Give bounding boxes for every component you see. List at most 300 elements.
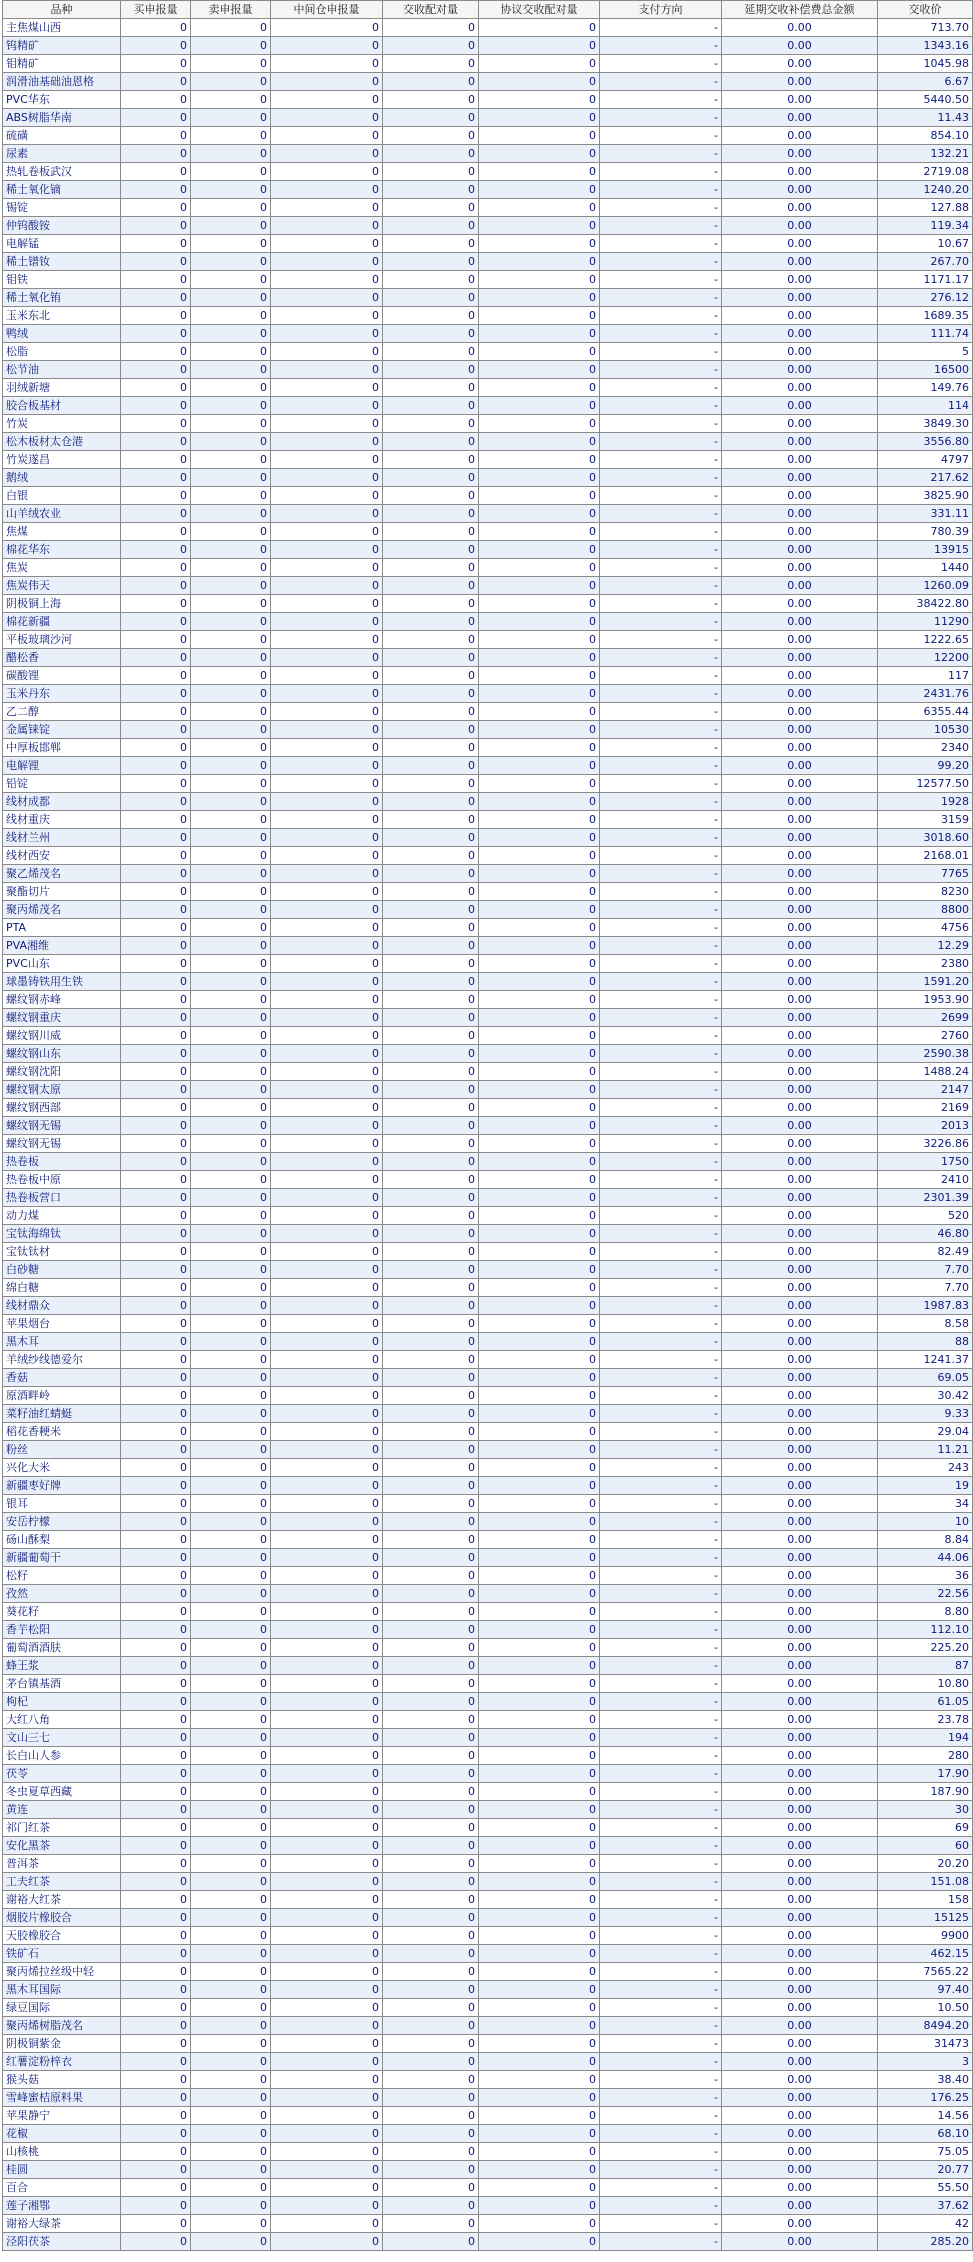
sell-declared-cell: 0 xyxy=(191,1189,271,1207)
table-row[interactable] xyxy=(3,73,973,91)
table-row[interactable] xyxy=(3,2215,973,2233)
payment-direction-cell: - xyxy=(600,1369,722,1387)
variety-cell: 砀山酥梨 xyxy=(3,1531,121,1549)
table-row[interactable] xyxy=(3,757,973,775)
header-sell-declared[interactable]: 卖申报量 xyxy=(191,1,271,19)
agreement-matched-cell: 0 xyxy=(479,73,600,91)
intermediate-declared-cell: 0 xyxy=(271,1459,383,1477)
table-row[interactable] xyxy=(3,397,973,415)
intermediate-declared-cell: 0 xyxy=(271,1873,383,1891)
delivery-matched-cell: 0 xyxy=(383,1531,479,1549)
table-row[interactable] xyxy=(3,1549,973,1567)
buy-declared-cell: 0 xyxy=(121,937,191,955)
table-row[interactable] xyxy=(3,865,973,883)
deferred-compensation-cell: 0.00 xyxy=(722,1747,878,1765)
buy-declared-cell: 0 xyxy=(121,1513,191,1531)
delivery-matched-cell: 0 xyxy=(383,19,479,37)
sell-declared-cell: 0 xyxy=(191,919,271,937)
deferred-compensation-cell: 0.00 xyxy=(722,1963,878,1981)
agreement-matched-cell: 0 xyxy=(479,217,600,235)
sell-declared-cell: 0 xyxy=(191,469,271,487)
buy-declared-cell: 0 xyxy=(121,739,191,757)
delivery-price-cell: 225.20 xyxy=(878,1639,973,1657)
deferred-compensation-cell: 0.00 xyxy=(722,1657,878,1675)
intermediate-declared-cell: 0 xyxy=(271,1657,383,1675)
deferred-compensation-cell: 0.00 xyxy=(722,487,878,505)
table-row[interactable] xyxy=(3,1117,973,1135)
variety-cell: 稻花香粳米 xyxy=(3,1423,121,1441)
table-row[interactable] xyxy=(3,1837,973,1855)
delivery-matched-cell: 0 xyxy=(383,1315,479,1333)
table-row[interactable] xyxy=(3,1891,973,1909)
buy-declared-cell: 0 xyxy=(121,1693,191,1711)
variety-cell: PVA湘维 xyxy=(3,937,121,955)
payment-direction-cell: - xyxy=(600,955,722,973)
table-row[interactable] xyxy=(3,631,973,649)
sell-declared-cell: 0 xyxy=(191,1135,271,1153)
sell-declared-cell: 0 xyxy=(191,2053,271,2071)
sell-declared-cell: 0 xyxy=(191,217,271,235)
agreement-matched-cell: 0 xyxy=(479,1603,600,1621)
sell-declared-cell: 0 xyxy=(191,1819,271,1837)
variety-cell: 绵白糖 xyxy=(3,1279,121,1297)
table-row[interactable] xyxy=(3,469,973,487)
buy-declared-cell: 0 xyxy=(121,901,191,919)
table-row[interactable] xyxy=(3,1603,973,1621)
buy-declared-cell: 0 xyxy=(121,1315,191,1333)
intermediate-declared-cell: 0 xyxy=(271,721,383,739)
buy-declared-cell: 0 xyxy=(121,2143,191,2161)
sell-declared-cell: 0 xyxy=(191,1909,271,1927)
agreement-matched-cell: 0 xyxy=(479,1765,600,1783)
payment-direction-cell: - xyxy=(600,631,722,649)
agreement-matched-cell: 0 xyxy=(479,1027,600,1045)
agreement-matched-cell: 0 xyxy=(479,1063,600,1081)
table-row[interactable] xyxy=(3,613,973,631)
header-payment-direction[interactable]: 支付方向 xyxy=(600,1,722,19)
delivery-price-cell: 1750 xyxy=(878,1153,973,1171)
delivery-matched-cell: 0 xyxy=(383,217,479,235)
table-row[interactable] xyxy=(3,1261,973,1279)
table-row[interactable] xyxy=(3,1171,973,1189)
agreement-matched-cell: 0 xyxy=(479,847,600,865)
table-row[interactable] xyxy=(3,1333,973,1351)
table-row[interactable] xyxy=(3,181,973,199)
buy-declared-cell: 0 xyxy=(121,433,191,451)
deferred-compensation-cell: 0.00 xyxy=(722,325,878,343)
agreement-matched-cell: 0 xyxy=(479,1801,600,1819)
variety-cell: 热卷板 xyxy=(3,1153,121,1171)
deferred-compensation-cell: 0.00 xyxy=(722,2161,878,2179)
intermediate-declared-cell: 0 xyxy=(271,343,383,361)
table-row[interactable] xyxy=(3,1999,973,2017)
table-row[interactable] xyxy=(3,1225,973,1243)
table-row[interactable] xyxy=(3,1693,973,1711)
table-row[interactable] xyxy=(3,19,973,37)
table-row[interactable] xyxy=(3,937,973,955)
payment-direction-cell: - xyxy=(600,721,722,739)
intermediate-declared-cell: 0 xyxy=(271,973,383,991)
table-row[interactable] xyxy=(3,1639,973,1657)
deferred-compensation-cell: 0.00 xyxy=(722,1945,878,1963)
delivery-price-cell: 11.21 xyxy=(878,1441,973,1459)
delivery-price-cell: 46.80 xyxy=(878,1225,973,1243)
buy-declared-cell: 0 xyxy=(121,487,191,505)
buy-declared-cell: 0 xyxy=(121,2035,191,2053)
table-row[interactable] xyxy=(3,847,973,865)
header-intermediate-declared[interactable]: 中间仓申报量 xyxy=(271,1,383,19)
sell-declared-cell: 0 xyxy=(191,271,271,289)
agreement-matched-cell: 0 xyxy=(479,343,600,361)
table-row[interactable] xyxy=(3,1729,973,1747)
table-row[interactable] xyxy=(3,1477,973,1495)
table-row[interactable] xyxy=(3,1189,973,1207)
payment-direction-cell: - xyxy=(600,1675,722,1693)
sell-declared-cell: 0 xyxy=(191,523,271,541)
table-row[interactable] xyxy=(3,2089,973,2107)
deferred-compensation-cell: 0.00 xyxy=(722,811,878,829)
table-row[interactable] xyxy=(3,1279,973,1297)
buy-declared-cell: 0 xyxy=(121,1747,191,1765)
table-row[interactable] xyxy=(3,1423,973,1441)
table-row[interactable] xyxy=(3,991,973,1009)
table-row[interactable] xyxy=(3,145,973,163)
table-row[interactable] xyxy=(3,433,973,451)
table-row[interactable] xyxy=(3,1819,973,1837)
table-row[interactable] xyxy=(3,1801,973,1819)
deferred-compensation-cell: 0.00 xyxy=(722,1027,878,1045)
sell-declared-cell: 0 xyxy=(191,649,271,667)
table-row[interactable] xyxy=(3,1783,973,1801)
deferred-compensation-cell: 0.00 xyxy=(722,1315,878,1333)
payment-direction-cell: - xyxy=(600,1747,722,1765)
table-row[interactable] xyxy=(3,2161,973,2179)
buy-declared-cell: 0 xyxy=(121,595,191,613)
table-row[interactable] xyxy=(3,307,973,325)
table-row[interactable] xyxy=(3,595,973,613)
deferred-compensation-cell: 0.00 xyxy=(722,1477,878,1495)
deferred-compensation-cell: 0.00 xyxy=(722,1891,878,1909)
table-row[interactable] xyxy=(3,1711,973,1729)
intermediate-declared-cell: 0 xyxy=(271,1495,383,1513)
payment-direction-cell: - xyxy=(600,649,722,667)
agreement-matched-cell: 0 xyxy=(479,1891,600,1909)
table-row[interactable] xyxy=(3,505,973,523)
payment-direction-cell: - xyxy=(600,1621,722,1639)
header-delivery-price[interactable]: 交收价 xyxy=(878,1,973,19)
table-row[interactable] xyxy=(3,1675,973,1693)
table-row[interactable] xyxy=(3,1441,973,1459)
buy-declared-cell: 0 xyxy=(121,361,191,379)
table-row[interactable] xyxy=(3,1963,973,1981)
table-row[interactable] xyxy=(3,1567,973,1585)
table-row[interactable] xyxy=(3,1369,973,1387)
table-row[interactable] xyxy=(3,2107,973,2125)
sell-declared-cell: 0 xyxy=(191,1927,271,1945)
table-row[interactable] xyxy=(3,1135,973,1153)
sell-declared-cell: 0 xyxy=(191,1585,271,1603)
table-row[interactable] xyxy=(3,1081,973,1099)
table-row[interactable] xyxy=(3,955,973,973)
table-row[interactable] xyxy=(3,1405,973,1423)
buy-declared-cell: 0 xyxy=(121,1729,191,1747)
variety-cell: 碳酸锂 xyxy=(3,667,121,685)
table-row[interactable] xyxy=(3,235,973,253)
deferred-compensation-cell: 0.00 xyxy=(722,1333,878,1351)
intermediate-declared-cell: 0 xyxy=(271,1081,383,1099)
buy-declared-cell: 0 xyxy=(121,721,191,739)
table-row[interactable] xyxy=(3,1945,973,1963)
deferred-compensation-cell: 0.00 xyxy=(722,163,878,181)
sell-declared-cell: 0 xyxy=(191,55,271,73)
table-row[interactable] xyxy=(3,649,973,667)
delivery-price-cell: 132.21 xyxy=(878,145,973,163)
table-row[interactable] xyxy=(3,2197,973,2215)
table-row[interactable] xyxy=(3,2233,973,2251)
variety-cell: 羊绒纱线德爱尔 xyxy=(3,1351,121,1369)
deferred-compensation-cell: 0.00 xyxy=(722,1153,878,1171)
table-row[interactable] xyxy=(3,1657,973,1675)
table-row[interactable] xyxy=(3,541,973,559)
intermediate-declared-cell: 0 xyxy=(271,55,383,73)
table-row[interactable] xyxy=(3,1243,973,1261)
table-row[interactable] xyxy=(3,919,973,937)
delivery-price-cell: 10.50 xyxy=(878,1999,973,2017)
table-row[interactable] xyxy=(3,793,973,811)
agreement-matched-cell: 0 xyxy=(479,1189,600,1207)
header-agreement-matched[interactable]: 协议交收配对量 xyxy=(479,1,600,19)
table-row[interactable] xyxy=(3,1315,973,1333)
variety-cell: 红薯淀粉梓衣 xyxy=(3,2053,121,2071)
table-row[interactable] xyxy=(3,2053,973,2071)
table-row[interactable] xyxy=(3,289,973,307)
table-row[interactable] xyxy=(3,703,973,721)
delivery-matched-cell: 0 xyxy=(383,1873,479,1891)
buy-declared-cell: 0 xyxy=(121,1657,191,1675)
table-row[interactable] xyxy=(3,1585,973,1603)
table-row[interactable] xyxy=(3,1387,973,1405)
payment-direction-cell: - xyxy=(600,1513,722,1531)
table-row[interactable] xyxy=(3,973,973,991)
payment-direction-cell: - xyxy=(600,145,722,163)
table-row[interactable] xyxy=(3,55,973,73)
deferred-compensation-cell: 0.00 xyxy=(722,1801,878,1819)
table-row[interactable] xyxy=(3,253,973,271)
deferred-compensation-cell: 0.00 xyxy=(722,1567,878,1585)
deferred-compensation-cell: 0.00 xyxy=(722,505,878,523)
table-row[interactable] xyxy=(3,2125,973,2143)
table-row[interactable] xyxy=(3,1909,973,1927)
table-row[interactable] xyxy=(3,2143,973,2161)
delivery-matched-cell: 0 xyxy=(383,2071,479,2089)
variety-cell: PVC华东 xyxy=(3,91,121,109)
table-row[interactable] xyxy=(3,343,973,361)
table-row[interactable] xyxy=(3,1351,973,1369)
table-row[interactable] xyxy=(3,1459,973,1477)
variety-cell: 黑木耳国际 xyxy=(3,1981,121,1999)
agreement-matched-cell: 0 xyxy=(479,1117,600,1135)
table-row[interactable] xyxy=(3,1495,973,1513)
delivery-matched-cell: 0 xyxy=(383,55,479,73)
table-row[interactable] xyxy=(3,2017,973,2035)
delivery-matched-cell: 0 xyxy=(383,1819,479,1837)
table-row[interactable] xyxy=(3,1207,973,1225)
agreement-matched-cell: 0 xyxy=(479,1423,600,1441)
table-row[interactable] xyxy=(3,271,973,289)
variety-cell: 松脂 xyxy=(3,343,121,361)
table-row[interactable] xyxy=(3,739,973,757)
table-row[interactable] xyxy=(3,577,973,595)
table-row[interactable] xyxy=(3,1045,973,1063)
table-row[interactable] xyxy=(3,487,973,505)
buy-declared-cell: 0 xyxy=(121,865,191,883)
table-row[interactable] xyxy=(3,91,973,109)
buy-declared-cell: 0 xyxy=(121,1765,191,1783)
variety-cell: 聚酯切片 xyxy=(3,883,121,901)
buy-declared-cell: 0 xyxy=(121,883,191,901)
agreement-matched-cell: 0 xyxy=(479,2215,600,2233)
table-row[interactable] xyxy=(3,1765,973,1783)
table-row[interactable] xyxy=(3,2071,973,2089)
table-row[interactable] xyxy=(3,415,973,433)
sell-declared-cell: 0 xyxy=(191,505,271,523)
variety-cell: 宝钛海绵钛 xyxy=(3,1225,121,1243)
table-row[interactable] xyxy=(3,523,973,541)
header-buy-declared[interactable]: 买申报量 xyxy=(121,1,191,19)
sell-declared-cell: 0 xyxy=(191,1603,271,1621)
buy-declared-cell: 0 xyxy=(121,1189,191,1207)
deferred-compensation-cell: 0.00 xyxy=(722,199,878,217)
table-row[interactable] xyxy=(3,1747,973,1765)
table-row[interactable] xyxy=(3,217,973,235)
sell-declared-cell: 0 xyxy=(191,397,271,415)
delivery-price-cell: 13915 xyxy=(878,541,973,559)
header-variety[interactable]: 品种 xyxy=(3,1,121,19)
payment-direction-cell: - xyxy=(600,2089,722,2107)
payment-direction-cell: - xyxy=(600,1585,722,1603)
payment-direction-cell: - xyxy=(600,361,722,379)
agreement-matched-cell: 0 xyxy=(479,757,600,775)
agreement-matched-cell: 0 xyxy=(479,469,600,487)
table-row[interactable] xyxy=(3,667,973,685)
table-row[interactable] xyxy=(3,721,973,739)
table-row[interactable] xyxy=(3,901,973,919)
deferred-compensation-cell: 0.00 xyxy=(722,109,878,127)
table-row[interactable] xyxy=(3,1063,973,1081)
delivery-matched-cell: 0 xyxy=(383,2089,479,2107)
deferred-compensation-cell: 0.00 xyxy=(722,1999,878,2017)
table-row[interactable] xyxy=(3,1873,973,1891)
variety-cell: 聚乙烯茂名 xyxy=(3,865,121,883)
table-row[interactable] xyxy=(3,685,973,703)
table-row[interactable] xyxy=(3,829,973,847)
table-row[interactable] xyxy=(3,1027,973,1045)
delivery-matched-cell: 0 xyxy=(383,1189,479,1207)
variety-cell: 乙二醇 xyxy=(3,703,121,721)
payment-direction-cell: - xyxy=(600,757,722,775)
sell-declared-cell: 0 xyxy=(191,2071,271,2089)
deferred-compensation-cell: 0.00 xyxy=(722,1765,878,1783)
table-row[interactable] xyxy=(3,775,973,793)
delivery-matched-cell: 0 xyxy=(383,847,479,865)
sell-declared-cell: 0 xyxy=(191,1657,271,1675)
table-row[interactable] xyxy=(3,1513,973,1531)
table-row[interactable] xyxy=(3,361,973,379)
intermediate-declared-cell: 0 xyxy=(271,235,383,253)
deferred-compensation-cell: 0.00 xyxy=(722,937,878,955)
table-row[interactable] xyxy=(3,811,973,829)
buy-declared-cell: 0 xyxy=(121,1801,191,1819)
buy-declared-cell: 0 xyxy=(121,181,191,199)
agreement-matched-cell: 0 xyxy=(479,865,600,883)
table-row[interactable] xyxy=(3,1297,973,1315)
payment-direction-cell: - xyxy=(600,793,722,811)
table-row[interactable] xyxy=(3,37,973,55)
table-row[interactable] xyxy=(3,1009,973,1027)
table-row[interactable] xyxy=(3,2035,973,2053)
table-row[interactable] xyxy=(3,379,973,397)
deferred-compensation-cell: 0.00 xyxy=(722,289,878,307)
variety-cell: 银耳 xyxy=(3,1495,121,1513)
table-row[interactable] xyxy=(3,1927,973,1945)
delivery-price-cell: 119.34 xyxy=(878,217,973,235)
table-row[interactable] xyxy=(3,1153,973,1171)
buy-declared-cell: 0 xyxy=(121,1999,191,2017)
delivery-price-cell: 2699 xyxy=(878,1009,973,1027)
table-row[interactable] xyxy=(3,883,973,901)
intermediate-declared-cell: 0 xyxy=(271,865,383,883)
table-row[interactable] xyxy=(3,325,973,343)
deferred-compensation-cell: 0.00 xyxy=(722,271,878,289)
payment-direction-cell: - xyxy=(600,541,722,559)
header-delivery-matched[interactable]: 交收配对量 xyxy=(383,1,479,19)
payment-direction-cell: - xyxy=(600,55,722,73)
delivery-matched-cell: 0 xyxy=(383,1783,479,1801)
sell-declared-cell: 0 xyxy=(191,1477,271,1495)
table-row[interactable] xyxy=(3,1621,973,1639)
payment-direction-cell: - xyxy=(600,2197,722,2215)
intermediate-declared-cell: 0 xyxy=(271,1981,383,1999)
deferred-compensation-cell: 0.00 xyxy=(722,775,878,793)
buy-declared-cell: 0 xyxy=(121,1837,191,1855)
table-row[interactable] xyxy=(3,2179,973,2197)
delivery-price-cell: 10.67 xyxy=(878,235,973,253)
delivery-price-cell: 1488.24 xyxy=(878,1063,973,1081)
table-row[interactable] xyxy=(3,199,973,217)
table-row[interactable] xyxy=(3,559,973,577)
table-row[interactable] xyxy=(3,1531,973,1549)
table-row[interactable] xyxy=(3,163,973,181)
intermediate-declared-cell: 0 xyxy=(271,1279,383,1297)
payment-direction-cell: - xyxy=(600,1639,722,1657)
table-row[interactable] xyxy=(3,127,973,145)
sell-declared-cell: 0 xyxy=(191,1063,271,1081)
sell-declared-cell: 0 xyxy=(191,145,271,163)
agreement-matched-cell: 0 xyxy=(479,1513,600,1531)
deferred-compensation-cell: 0.00 xyxy=(722,1981,878,1999)
table-row[interactable] xyxy=(3,1981,973,1999)
table-row[interactable] xyxy=(3,451,973,469)
deferred-compensation-cell: 0.00 xyxy=(722,253,878,271)
header-deferred-compensation[interactable]: 延期交收补偿费总金额 xyxy=(722,1,878,19)
table-row[interactable] xyxy=(3,1099,973,1117)
sell-declared-cell: 0 xyxy=(191,1225,271,1243)
agreement-matched-cell: 0 xyxy=(479,577,600,595)
table-row[interactable] xyxy=(3,109,973,127)
deferred-compensation-cell: 0.00 xyxy=(722,613,878,631)
variety-cell: 绿豆国际 xyxy=(3,1999,121,2017)
table-row[interactable] xyxy=(3,1855,973,1873)
